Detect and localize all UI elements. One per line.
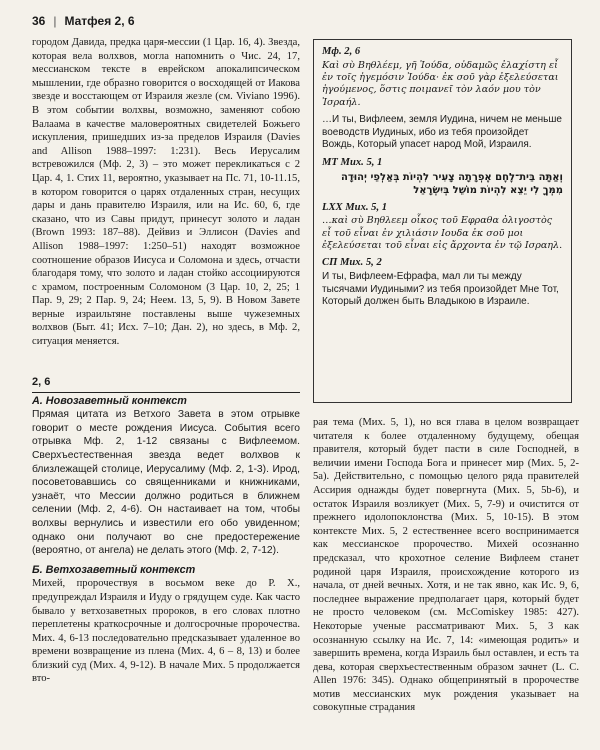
section-b-title: Б. Ветхозаветный контекст	[32, 563, 196, 576]
running-title: Матфея 2, 6	[64, 14, 135, 28]
box-label-micah-lxx: LXX Мих. 5, 1	[322, 201, 388, 213]
box-micah-sp-russian: И ты, Вифлеем-Ефрафа, мал ли ты между тысячами Иудиными? из тебя произойдет Мне Тот, Который должен быть Владыкою в Израиле.	[322, 271, 559, 308]
commentary-top-left	[32, 36, 300, 349]
page-number: 36	[32, 14, 46, 28]
verse-heading-rule	[32, 392, 300, 393]
quotation-box	[313, 39, 572, 403]
box-matthew-greek: Καὶ σὺ Βηθλέεμ, γῆ Ἰούδα, οὐδαμῶς ἐλαχίστη εἶ ἐν τοῖς ἡγεμόσιν Ἰούδα· ἐκ σοῦ γὰρ ἐξελεύσεται ἡγούμενος, ὅστις ποιμανεῖ τὸν λαόν μου τὸν Ἰσραήλ.	[322, 59, 559, 108]
verse-heading: 2, 6	[32, 376, 51, 388]
box-matthew-russian: …И ты, Вифлеем, земля Иудина, ничем не меньше воеводств Иудиных, ибо из тебя произойдет Вождь, Который упасет народ Мой, Израиля.	[322, 114, 562, 151]
section-a-text: Прямая цитата из Ветхого Завета в этом отрывке говорит о месте рождения Иисуса. События всего отрывка Мф. 2, 1-12 связаны с Вифлеемом. Сверхъестественная звезда ведет волхвов к близлежащей столице, Иерусалиму (Мф. 2, 1-3). Ирод, посоветовавшись со священниками и книжниками, узнаёт, что Мессии должно родиться в ближнем селении (Мф. 2, 4-6). Он настаивает на том, чтобы волхвы вернулись и известили его обо увиденном; однако они получают во сне предостережение (вероятно, от ангела) не делать этого (Мф. 2, 7-12).	[32, 409, 300, 557]
commentary-right-lower	[313, 416, 579, 715]
commentary-paragraph-continued: рая тема (Мих. 5, 1), но вся глава в целом возвращает читателя к более отдаленному будущему, обещая правителя, который будет пасти в силе Господней, в величии имени Господа Бога и принесет мир (Мих. 5, 2-5а). Действительно, с помощью целого ряда правителей Ассирия однажды будет повергнута (Мих. 5, 5b-6), и остаток Израиля возликует (Мих. 5, 7-9) и очистится от прежнего идолопоклонства (Мих. 5, 10-15). В этом контексте Мих. 5, 2 естественнее всего воспринимается как мессианское пророчество. Михей осознанно предсказал, что крохотное селение Вифлеем станет родиной царя Израиля, происхождение которого из начала, от дней вечных. Хотя, и не так явно, как Ис. 9, 6, последнее выражение предполагает царя, который будет не просто человеком (см. McComiskey 1985: 427). Некоторые ученые рассматривают Мих. 5, 3 как осознанную ссылку на Ис. 7, 14: «имеющая родить» и завершить времена, когда Израиль был оставлен, и есть та дева, которая сверхъестественным образом зачнет (L. C. Allen 1976: 345). Однако общепринятый в пророчестве мотив мессианских мук рождения указывает на совокупные страдания	[313, 417, 579, 714]
box-label-micah-sp: СП Мих. 5, 2	[322, 257, 382, 269]
commentary-paragraph: городом Давида, предка царя-мессии (1 Цар. 16, 4). Звезда, которая вела волхвов, могла напомнить о Чис. 24, 17, мессианском тексте в еврейском апокалипсическом мышлении, где образно говорится о восходящей от Иакова звезде и восстающем от Израиля жезле (см. Viviano 1996). В этом событии волхвы, возможно, заменяют собою Валаама в качестве маловероятных свидетелей Божьего искупления, пришедших из-за пределов Израиля (Davies and Allison 1988–1997: 1:231). Весь Иерусалим встревожился (Мф. 2, 3) – это может перекликаться с 2 Цар. 4, 1. Стих 11, вероятно, указывает на Пс. 71, 10-11.15, в котором говорится о царях отдаленных стран, несущих дары и дань правителю Израиля, или на Ис. 60, 6, где сказано, что из Савы придут, принесут золото и ладан (Brown 1993: 187–88). Дейвиз и Эллисон (Davies and Allison 1988–1997: 1:250–51) находят возможное соотношение образов Иисуса и Соломона и здесь, отчасти благодаря тому, что золото и ладан стойко ассоциируются с храмом, построенным Соломоном (3 Цар. 10, 2, 25; 1 Пар. 9, 29; 2 Пар. 9, 24; Неем. 13, 5, 9). В Новом Завете верные израильтяне поставлены выше чужеземных волхвов (Быт. 41; Исх. 7–10; Дан. 2), но здесь, в Мф. 2, ситуация меняется.	[32, 37, 300, 348]
section-b-text: Михей, пророчествуя в восьмом веке до Р. Х., предупреждал Израиля и Иуду о грядущем суде. Как часто бывало у ветхозаветных пророков, в его словах плотно переплетены краткосрочные и долгосрочные пророчества. Мих. 4, 6-13 последовательно предсказывает удаленное во времени возвращение из плена (Мих. 4, 6 – 8, 13) и более близкий суд (Мих. 4, 9-12). В начале Мих. 5 продолжается вто-	[32, 578, 300, 685]
header-separator: |	[53, 14, 57, 28]
box-micah-hebrew: וְאַתָּה בֵּית־לֶחֶם אֶפְרָתָה צָעִיר לִהְיוֹת בְּאַלְפֵי יְהוּדָה מִמְּךָ לִי יֵצֵא לִהְיוֹת מוֹשֵׁל בְּיִשְׂרָאֵל	[340, 171, 563, 196]
box-label-matthew: Мф. 2, 6	[322, 46, 361, 57]
running-header	[32, 14, 560, 28]
commentary-left-lower	[32, 376, 300, 686]
box-micah-lxx-greek: …καὶ σὺ Βηθλεεμ οἶκος τοῦ Εφραθα ὀλιγοστὸς εἶ τοῦ εἶναι ἐν χιλιάσιν Ιουδα ἐκ σοῦ μοι ἐξελεύσεται τοῦ εἶναι εἰς ἄρχοντα ἐν τῷ Ισραηλ.	[322, 215, 563, 251]
section-a-title: А. Новозаветный контекст	[32, 394, 187, 407]
box-label-micah-mt: MT Мих. 5, 1	[322, 157, 383, 168]
